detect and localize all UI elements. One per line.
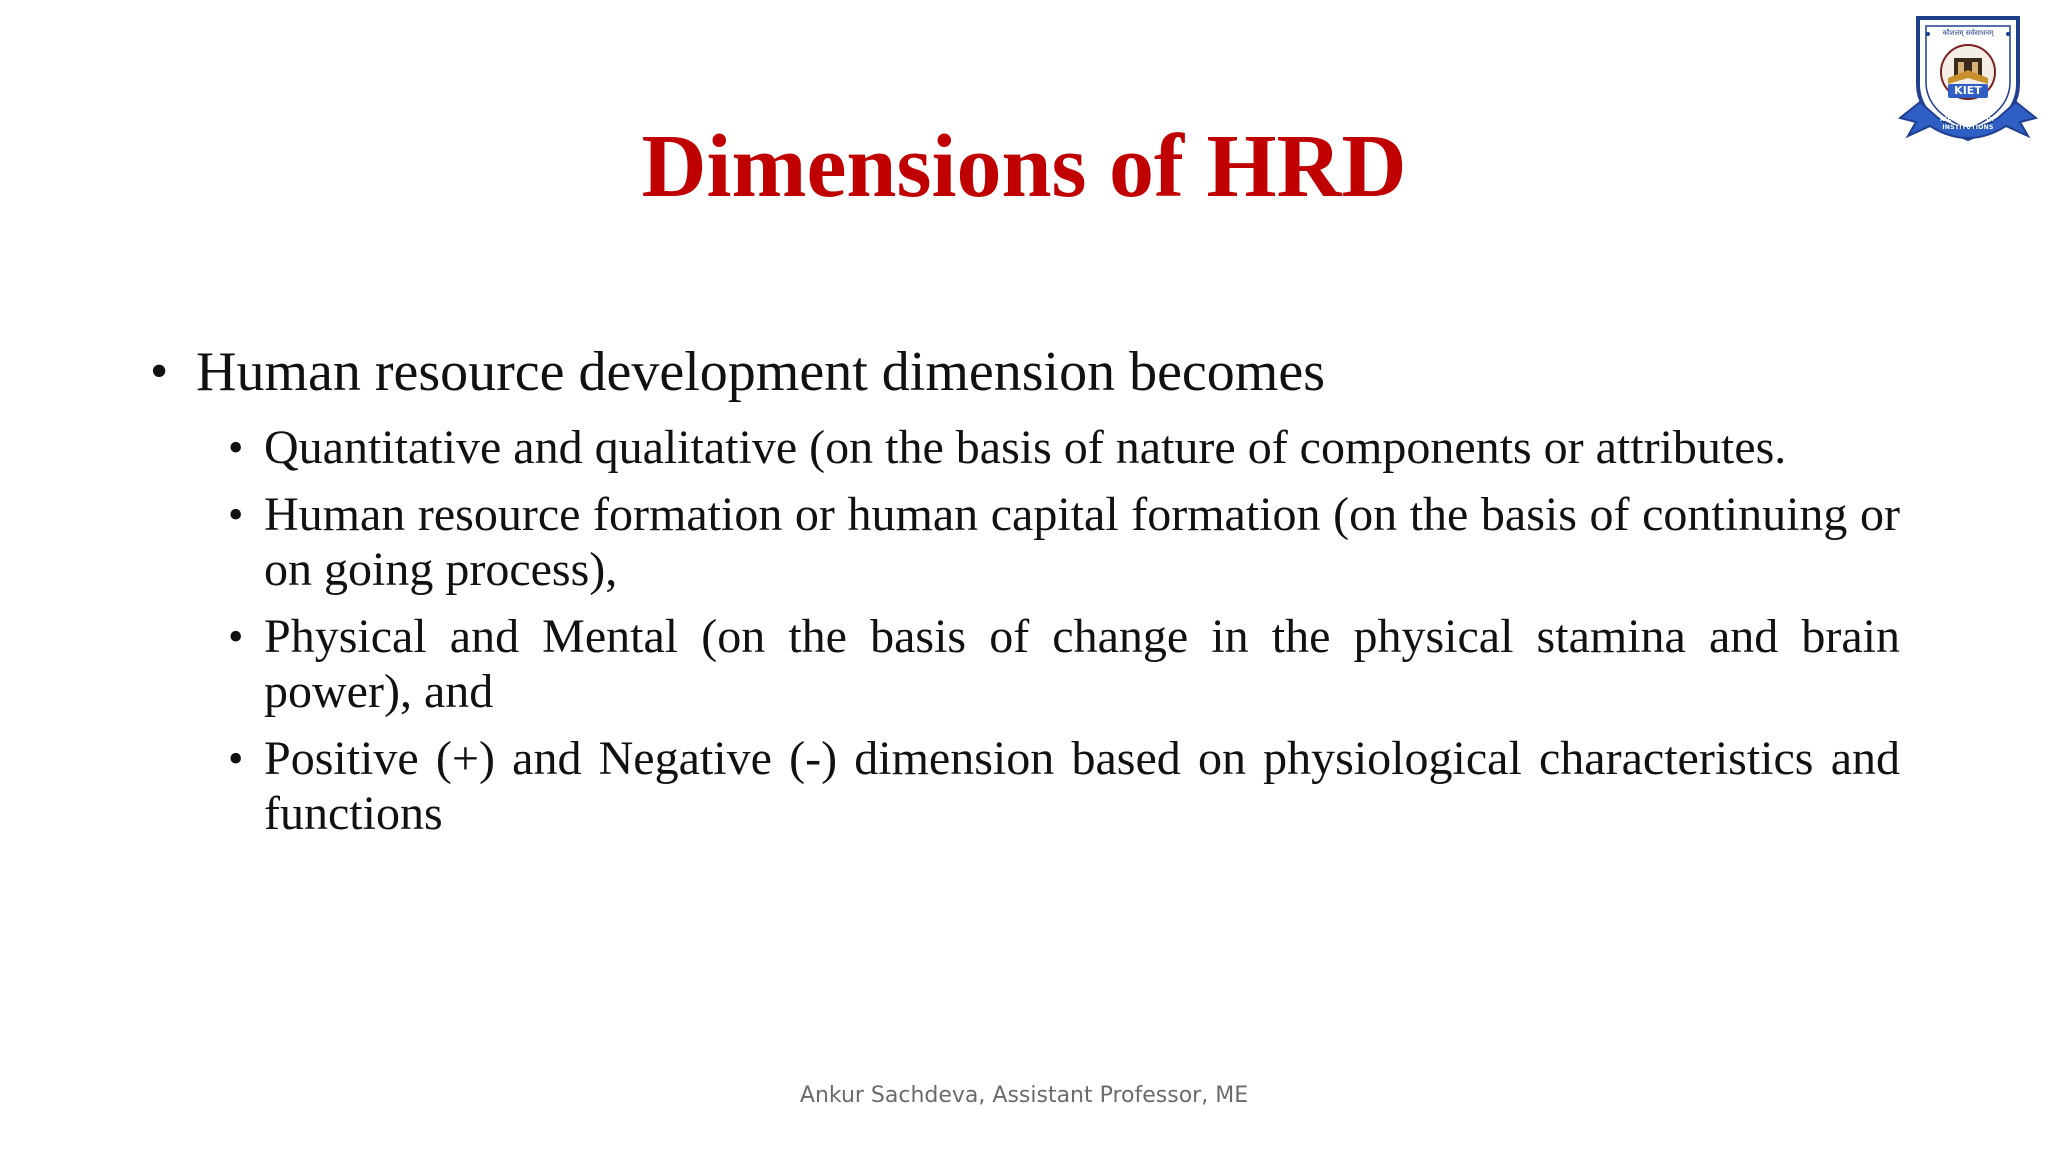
sub-point-text: Positive (+) and Negative (-) dimension based on physiological characteristics and functions (264, 732, 1900, 840)
logo-ring-text: KIET GROUP OF INSTITUTIONS (1939, 116, 1997, 131)
sub-point-text: Physical and Mental (on the basis of change in the physical stamina and brain power), and (264, 610, 1900, 718)
slide-footer: Ankur Sachdeva, Assistant Professor, ME (799, 1083, 1249, 1108)
sub-point (228, 487, 1900, 597)
sub-point-text: Human resource formation or human capital formation (on the basis of continuing or on going process), (264, 488, 1900, 596)
sub-point (228, 420, 1900, 475)
sub-point-text: Quantitative and qualitative (on the basis of nature of components or attributes. (264, 421, 1787, 474)
bullet-icon: • (228, 612, 244, 661)
main-point-text: Human resource development dimension becomes (196, 341, 1325, 403)
logo-badge-text: KIET (1954, 84, 1982, 97)
bullet-icon: • (228, 734, 244, 783)
slide-content (150, 340, 1900, 853)
main-point (150, 340, 1900, 404)
sub-point (228, 609, 1900, 719)
kiet-logo (1898, 14, 2038, 148)
logo-motto-text: कौशलम् सर्वसाधनम् (1942, 29, 1994, 37)
slide-title: Dimensions of HRD (641, 117, 1407, 216)
bullet-icon: • (228, 423, 244, 472)
bullet-icon: • (150, 343, 169, 400)
sub-point (228, 731, 1900, 841)
bullet-icon: • (228, 490, 244, 539)
sub-point-list (228, 420, 1900, 841)
